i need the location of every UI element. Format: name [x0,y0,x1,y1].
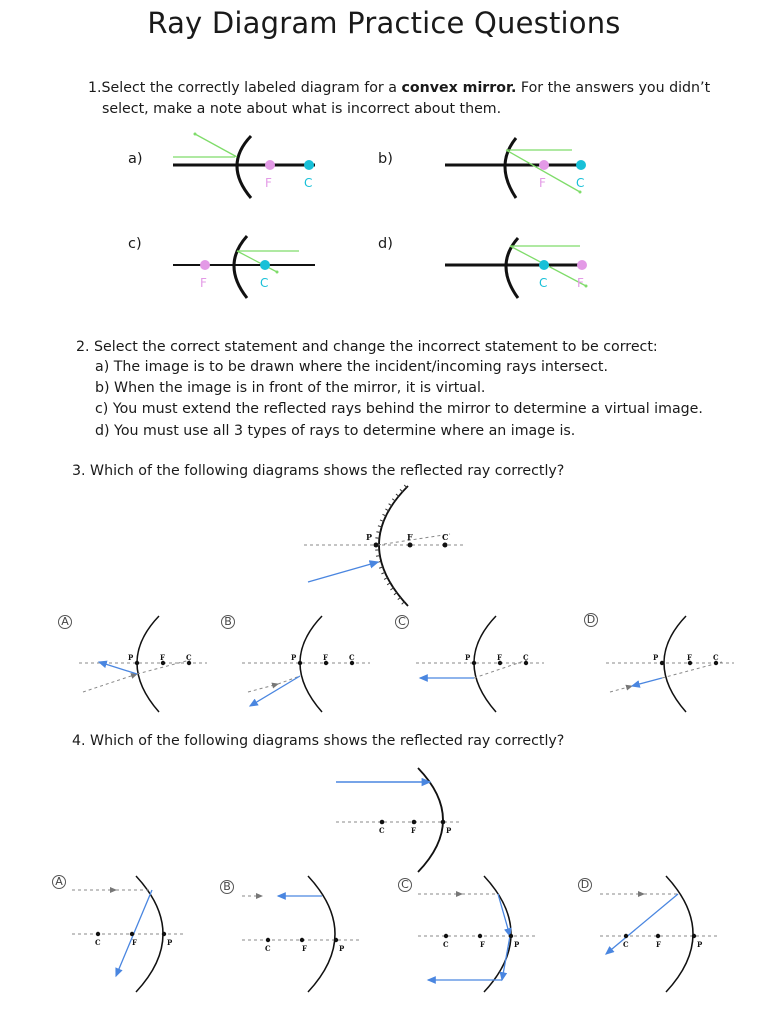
q4-option-d-mark[interactable]: D [578,878,592,892]
c-label: C [95,938,101,947]
p-label: P [291,653,297,662]
c-label: C [523,653,529,662]
focus-label: F [265,176,272,190]
q3-stem: 3. Which of the following diagrams shows the reflected ray correctly? [72,463,565,479]
q1-bold-text: convex mirror. [401,80,517,96]
q3-option-d-diagram[interactable] [602,612,742,717]
q3-option-d-mark[interactable]: D [584,613,598,627]
focus-label: F [200,276,207,290]
q4-option-c-mark[interactable]: C [398,878,412,892]
c-label: C [186,653,192,662]
q1-text-before: Select the correctly labeled diagram for a [101,80,402,96]
f-label: F [687,653,692,662]
q3-option-b-diagram[interactable] [238,612,378,717]
f-label: F [323,653,328,662]
q1-option-a-label[interactable]: a) [128,151,143,167]
q3-option-c-diagram[interactable] [412,612,552,717]
center-label: C [576,176,585,190]
center-label: C [260,276,269,290]
p-label: P [446,826,452,835]
focus-label: F [539,176,546,190]
page-title: Ray Diagram Practice Questions [147,6,621,40]
q2-statement-b[interactable]: b) When the image is in front of the mirror, it is virtual. [95,380,486,396]
q1-stem-line2: select, make a note about what is incorrect about them. [102,101,502,117]
q1-diagram-b[interactable] [440,128,600,203]
p-label: P [514,940,520,949]
q4-stem: 4. Which of the following diagrams shows the reflected ray correctly? [72,733,565,749]
q4-option-a-mark[interactable]: A [52,875,66,889]
q1-diagram-a[interactable] [165,128,325,203]
q1-diagram-d[interactable] [440,228,600,303]
q1-option-d-label[interactable]: d) [378,236,393,252]
q1-number: 1. [88,80,102,96]
q3-option-c-mark[interactable]: C [395,615,409,629]
q2-statement-c[interactable]: c) You must extend the reflected rays behind the mirror to determine a virtual image. [95,401,703,417]
p-label: P [697,940,703,949]
q1-diagram-c[interactable] [165,228,325,303]
c-label: C [442,532,449,542]
q1-option-b-label[interactable]: b) [378,151,393,167]
c-label: C [379,826,385,835]
q2-statement-d[interactable]: d) You must use all 3 types of rays to determine where an image is. [95,423,576,439]
p-label: P [167,938,173,947]
f-label: F [411,826,416,835]
q4-option-c-diagram[interactable] [414,872,544,997]
p-label: P [465,653,471,662]
q4-option-b-mark[interactable]: B [220,880,234,894]
q3-option-a-diagram[interactable] [75,612,215,717]
q4-option-d-diagram[interactable] [596,872,726,997]
q3-option-b-mark[interactable]: B [221,615,235,629]
q4-option-b-diagram[interactable] [238,872,368,997]
c-label: C [713,653,719,662]
q4-main-diagram [330,764,470,874]
f-label: F [497,653,502,662]
focus-label: F [577,276,584,290]
p-label: P [128,653,134,662]
f-label: F [407,532,413,542]
f-label: F [656,940,661,949]
p-label: P [366,532,373,542]
p-label: P [653,653,659,662]
f-label: F [160,653,165,662]
q1-stem-line1 [88,78,710,99]
f-label: F [480,940,485,949]
center-label: C [539,276,548,290]
c-label: C [265,944,271,953]
center-label: C [304,176,313,190]
q3-option-a-mark[interactable]: A [58,615,72,629]
f-label: F [132,938,137,947]
q4-option-a-diagram[interactable] [68,872,198,997]
p-label: P [339,944,345,953]
c-label: C [443,940,449,949]
c-label: C [349,653,355,662]
q3-main-diagram [290,482,480,612]
q2-stem: 2. Select the correct statement and change the incorrect statement to be correct: [76,339,658,355]
c-label: C [623,940,629,949]
q2-statement-a[interactable]: a) The image is to be drawn where the incident/incoming rays intersect. [95,359,608,375]
f-label: F [302,944,307,953]
q1-option-c-label[interactable]: c) [128,236,142,252]
q1-text-after: For the answers you didn’t [516,80,711,96]
